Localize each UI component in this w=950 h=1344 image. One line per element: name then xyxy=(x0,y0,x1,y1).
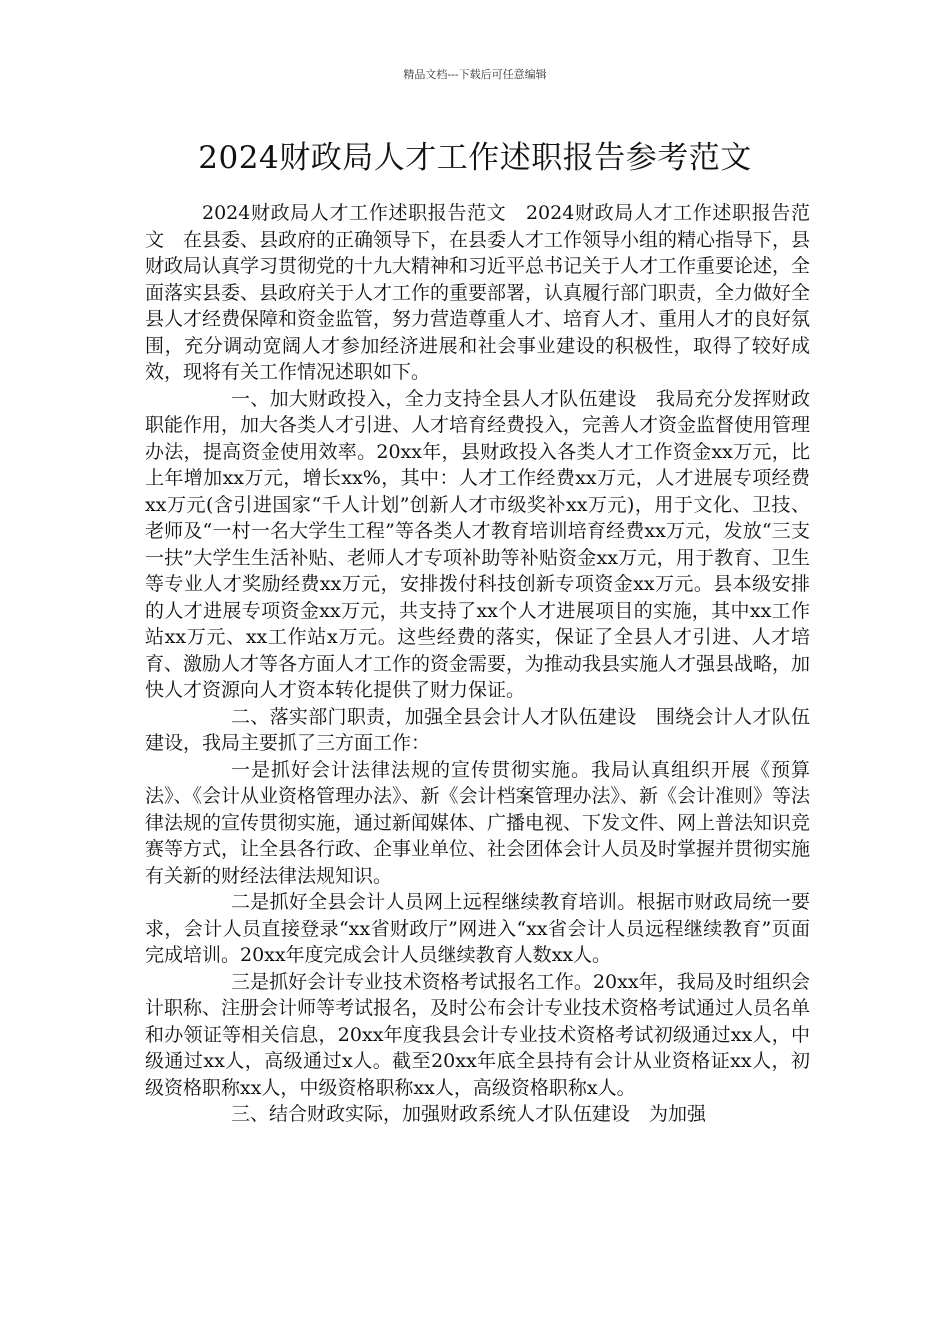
paragraph-section-1: 一、加大财政投入，全力支持全县人才队伍建设 我局充分发挥财政职能作用，加大各类人才引进、人才培育经费投入，完善人才资金监督使用管理办法，提高资金使用效率。20xx年，县财政投入各类人才工作资金xx万元，比上年增加xx万元，增长xx%，其中：人才工作经费xx万元，人才进展专项经费xx万元(含引进国家“千人计划”创新人才市级奖补xx万元)，用于文化、卫技、老师及“一村一名大学生工程”等各类人才教育培训培育经费xx万元，发放“三支一扶”大学生生活补贴、老师人才专项补助等补贴资金xx万元，用于教育、卫生等专业人才奖励经费xx万元，安排拨付科技创新专项资金xx万元。县本级安排的人才进展专项资金xx万元，共支持了xx个人才进展项目的实施，其中xx工作站xx万元、xx工作站x万元。这些经费的落实，保证了全县人才引进、人才培育、激励人才等各方面人才工作的资金需要，为推动我县实施人才强县战略，加快人才资源向人才资本转化提供了财力保证。 xyxy=(145,387,811,701)
paragraph-intro: 2024财政局人才工作述职报告范文 2024财政局人才工作述职报告范文 在县委、县政府的正确领导下，在县委人才工作领导小组的精心指导下，县财政局认真学习贯彻党的十九大精神和习近平总书记关于人才工作重要论述，全面落实县委、县政府关于人才工作的重要部署，认真履行部门职责，全力做好全县人才经费保障和资金监管，努力营造尊重人才、培育人才、重用人才的良好氛围，充分调动宽阔人才参加经济进展和社会事业建设的积极性，取得了较好成效，现将有关工作情况述职如下。 xyxy=(145,202,811,383)
document-title: 2024财政局人才工作述职报告参考范文 xyxy=(198,140,752,176)
paragraph-section-3: 三、结合财政实际，加强财政系统人才队伍建设 为加强 xyxy=(231,1103,707,1125)
paragraph-item-1: 一是抓好会计法律法规的宣传贯彻实施。我局认真组织开展《预算法》、《会计从业资格管理办法》、新《会计档案管理办法》、新《会计准则》等法律法规的宣传贯彻实施，通过新闻媒体、广播电视、下发文件、网上普法知识竞赛等方式，让全县各行政、企事业单位、社会团体会计人员及时掌握并贯彻实施有关新的财经法律法规知识。 xyxy=(145,758,811,887)
paragraph-item-3: 三是抓好会计专业技术资格考试报名工作。20xx年，我局及时组织会计职称、注册会计师等考试报名，及时公布会计专业技术资格考试通过人员名单和办领证等相关信息，20xx年度我县会计专业技术资格考试初级通过xx人，中级通过xx人，高级通过x人。截至20xx年底全县持有会计从业资格证xx人，初级资格职称xx人，中级资格职称xx人，高级资格职称x人。 xyxy=(145,970,811,1099)
paragraph-section-2: 二、落实部门职责，加强全县会计人才队伍建设 围绕会计人才队伍建设，我局主要抓了三方面工作： xyxy=(145,705,810,754)
document-body xyxy=(145,200,810,1128)
header-note: 精品文档---下载后可任意编辑 xyxy=(403,68,547,81)
paragraph-item-2: 二是抓好全县会计人员网上远程继续教育培训。根据市财政局统一要求，会计人员直接登录“xx省财政厅”网进入“xx省会计人员远程继续教育”页面完成培训。20xx年度完成会计人员继续教育人数xx人。 xyxy=(145,891,810,966)
